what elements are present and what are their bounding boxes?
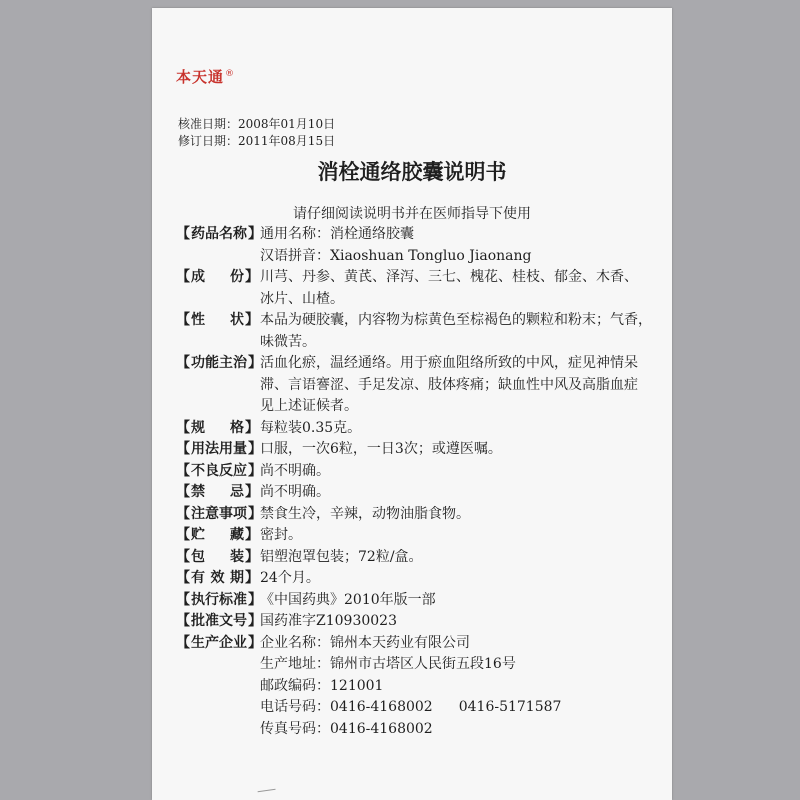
content-text: 味微苦。 (260, 333, 316, 350)
label-bracket-close: 】 (248, 441, 262, 457)
label-char: 状 (230, 312, 244, 328)
label-text (190, 525, 245, 547)
section-content (260, 439, 666, 461)
label-bracket-open: 【 (176, 613, 190, 629)
section-content (260, 525, 666, 547)
content-text: 本品为硬胶囊，内容物为棕黄色至棕褐色的颗粒和粉末；气香， (260, 312, 652, 328)
section-label (176, 633, 260, 741)
label-text (190, 504, 248, 526)
content-line (260, 461, 666, 483)
label-bracket-open: 【 (176, 505, 190, 522)
section-content (260, 224, 666, 267)
section-row (176, 611, 666, 633)
label-char: 应 (233, 462, 247, 479)
content-line (260, 267, 666, 289)
content-line (260, 332, 666, 354)
content-text: 川芎、丹参、黄芪、泽泻、三七、槐花、桂枝、郁金、木香、 (260, 269, 638, 285)
content-line (260, 611, 666, 633)
content-line (260, 525, 666, 547)
label-char: 主 (219, 355, 233, 371)
label-bracket-open: 【 (176, 441, 190, 457)
label-bracket-open: 【 (176, 570, 190, 586)
label-text (190, 547, 245, 569)
label-text (190, 353, 248, 418)
section-content (260, 461, 666, 483)
content-line (260, 676, 666, 698)
label-bracket-open: 【 (176, 355, 190, 371)
content-text: 传真号码：0416-4168002 (260, 720, 433, 737)
label-char: 号 (233, 613, 247, 629)
content-text: 每粒装0.35克。 (260, 419, 362, 436)
label-char: 量 (233, 441, 247, 457)
section-content (260, 267, 666, 310)
label-bracket-open: 【 (176, 548, 190, 565)
section-row (176, 353, 666, 418)
label-char: 注 (191, 505, 205, 522)
label-bracket-close: 】 (245, 269, 259, 285)
label-text (190, 461, 248, 483)
label-char: 功 (191, 355, 205, 371)
label-text (190, 482, 245, 504)
section-row (176, 267, 666, 310)
section-row (176, 418, 666, 440)
content-line (260, 418, 666, 440)
document-subtitle: 请仔细阅读说明书并在医师指导下使用 (293, 206, 531, 222)
content-text: 滞、言语謇涩、手足发凉、肢体疼痛；缺血性中风及高脂血症 (260, 376, 638, 393)
label-bracket-close: 】 (245, 527, 259, 543)
label-char: 期 (230, 570, 244, 586)
label-bracket-close: 】 (248, 462, 262, 479)
label-char: 项 (233, 505, 247, 522)
label-char: 品 (205, 226, 219, 242)
content-text: 尚不明确。 (260, 484, 330, 500)
label-char: 不 (191, 462, 205, 479)
section-row (176, 525, 666, 547)
section-label (176, 353, 260, 418)
section-row (176, 310, 666, 353)
label-char: 业 (233, 634, 247, 651)
label-char: 行 (205, 591, 219, 608)
content-text: 通用名称：消栓通络胶囊 (260, 226, 414, 242)
section-content (260, 482, 666, 504)
section-row (176, 439, 666, 461)
section-label (176, 590, 260, 612)
label-char: 用 (219, 441, 233, 457)
section-label (176, 461, 260, 483)
label-bracket-open: 【 (176, 269, 190, 285)
label-char: 执 (191, 591, 205, 608)
label-char: 效 (210, 570, 225, 586)
registered-mark: ® (225, 69, 236, 79)
label-bracket-open: 【 (176, 484, 190, 500)
section-row (176, 482, 666, 504)
label-bracket-close: 】 (245, 312, 259, 328)
content-line (260, 246, 666, 268)
approval-date: 核准日期：2008年01月10日 (178, 117, 336, 131)
content-text: 企业名称：锦州本天药业有限公司 (260, 634, 470, 651)
content-text: 国药准字Z10930023 (260, 613, 397, 629)
section-row (176, 633, 666, 741)
section-content (260, 547, 666, 569)
label-char: 性 (191, 312, 205, 328)
dates-block (178, 116, 335, 150)
content-line (260, 482, 666, 504)
label-char: 治 (233, 355, 247, 371)
document-title: 消栓通络胶囊说明书 (317, 160, 507, 184)
label-bracket-open: 【 (176, 226, 190, 242)
section-content (260, 310, 666, 353)
label-char: 生 (191, 634, 205, 651)
label-char: 装 (230, 548, 244, 565)
label-char: 成 (191, 269, 205, 285)
label-text (190, 224, 248, 267)
content-line (260, 697, 666, 719)
section-label (176, 547, 260, 569)
content-line (260, 568, 666, 590)
content-line (260, 590, 666, 612)
content-line (260, 547, 666, 569)
content-line (260, 504, 666, 526)
content-line (260, 353, 666, 375)
label-bracket-open: 【 (176, 634, 190, 651)
content-text: 密封。 (260, 527, 302, 543)
content-text: 邮政编码：121001 (260, 677, 384, 694)
label-char: 标 (219, 591, 233, 608)
label-char: 意 (205, 505, 219, 522)
label-char: 产 (205, 634, 219, 651)
label-char: 企 (219, 634, 233, 651)
content-text: 电话号码：0416-4168002 (260, 699, 433, 715)
content-text: 冰片、山楂。 (260, 290, 344, 307)
content-text: 生产地址：锦州市古塔区人民街五段16号 (260, 656, 516, 672)
section-label (176, 611, 260, 633)
label-char: 藏 (230, 527, 244, 543)
section-content (260, 590, 666, 612)
section-label (176, 504, 260, 526)
label-char: 包 (191, 548, 205, 565)
sections-list (176, 224, 666, 740)
label-bracket-close: 】 (245, 419, 259, 436)
content-text: 见上述证候者。 (260, 398, 358, 414)
label-char: 禁 (191, 484, 205, 500)
content-text: 铝塑泡罩包装；72粒/盒。 (260, 548, 423, 565)
content-text: 活血化瘀，温经通络。用于瘀血阻络所致的中风，症见神情呆 (260, 355, 638, 371)
label-bracket-open: 【 (176, 419, 190, 436)
content-text: 汉语拼音：Xiaoshuan Tongluo Jiaonang (260, 247, 532, 264)
label-bracket-close: 】 (248, 226, 262, 242)
section-label (176, 525, 260, 547)
second-phone-number: 0416-5171587 (458, 699, 562, 715)
content-line (260, 719, 666, 741)
label-char: 规 (191, 419, 205, 436)
section-row (176, 590, 666, 612)
section-row (176, 224, 666, 267)
content-text: 24个月。 (260, 570, 320, 586)
label-char: 名 (219, 226, 233, 242)
content-text: 口服，一次6粒，一日3次；或遵医嘱。 (260, 441, 502, 457)
content-text: 尚不明确。 (260, 462, 330, 479)
label-char: 法 (205, 441, 219, 457)
label-char: 事 (219, 505, 233, 522)
content-line (260, 654, 666, 676)
section-content (260, 353, 666, 418)
label-text (190, 590, 248, 612)
section-row (176, 568, 666, 590)
label-char: 批 (191, 613, 205, 629)
section-label (176, 568, 260, 590)
label-bracket-open: 【 (176, 527, 190, 543)
label-bracket-open: 【 (176, 312, 190, 328)
label-char: 反 (219, 462, 233, 479)
label-text (190, 439, 248, 461)
section-label (176, 439, 260, 461)
label-bracket-open: 【 (176, 462, 190, 479)
label-char: 文 (219, 613, 233, 629)
section-content (260, 568, 666, 590)
label-text (190, 633, 248, 741)
label-char: 格 (230, 419, 244, 436)
label-bracket-close: 】 (248, 591, 262, 608)
content-text: 禁食生冷，辛辣，动物油脂食物。 (260, 505, 470, 522)
label-text (190, 568, 245, 590)
section-label (176, 310, 260, 353)
label-char: 份 (230, 269, 244, 285)
label-char: 有 (191, 570, 205, 586)
label-bracket-close: 】 (248, 634, 262, 651)
content-line (260, 396, 666, 418)
label-text (190, 418, 245, 440)
brand-logo (176, 66, 235, 87)
label-bracket-close: 】 (245, 548, 259, 565)
label-bracket-open: 【 (176, 591, 190, 608)
label-bracket-close: 】 (245, 484, 259, 500)
section-row (176, 461, 666, 483)
section-label (176, 418, 260, 440)
label-char: 准 (233, 591, 247, 608)
section-content (260, 633, 666, 741)
section-label (176, 482, 260, 504)
label-text (190, 611, 248, 633)
label-bracket-close: 】 (245, 570, 259, 586)
section-content (260, 611, 666, 633)
section-content (260, 418, 666, 440)
label-char: 能 (205, 355, 219, 371)
section-content (260, 504, 666, 526)
section-label (176, 224, 260, 267)
content-line (260, 289, 666, 311)
label-char: 称 (233, 226, 247, 242)
label-char: 良 (205, 462, 219, 479)
label-char: 忌 (230, 484, 244, 500)
label-char: 药 (191, 226, 205, 242)
content-line (260, 439, 666, 461)
brand-logo-text: 本天通 (176, 68, 225, 86)
label-bracket-close: 】 (248, 355, 262, 371)
section-label (176, 267, 260, 310)
label-char: 准 (205, 613, 219, 629)
label-bracket-close: 】 (248, 505, 262, 522)
content-text: 《中国药典》2010年版一部 (260, 591, 436, 608)
content-line (260, 633, 666, 655)
label-bracket-close: 】 (248, 613, 262, 629)
content-line (260, 375, 666, 397)
label-text (190, 267, 245, 310)
content-line (260, 224, 666, 246)
section-row (176, 547, 666, 569)
revision-date: 修订日期：2011年08月15日 (178, 134, 336, 148)
section-row (176, 504, 666, 526)
label-text (190, 310, 245, 353)
label-char: 贮 (191, 527, 205, 543)
label-char: 用 (191, 441, 205, 457)
content-line (260, 310, 666, 332)
